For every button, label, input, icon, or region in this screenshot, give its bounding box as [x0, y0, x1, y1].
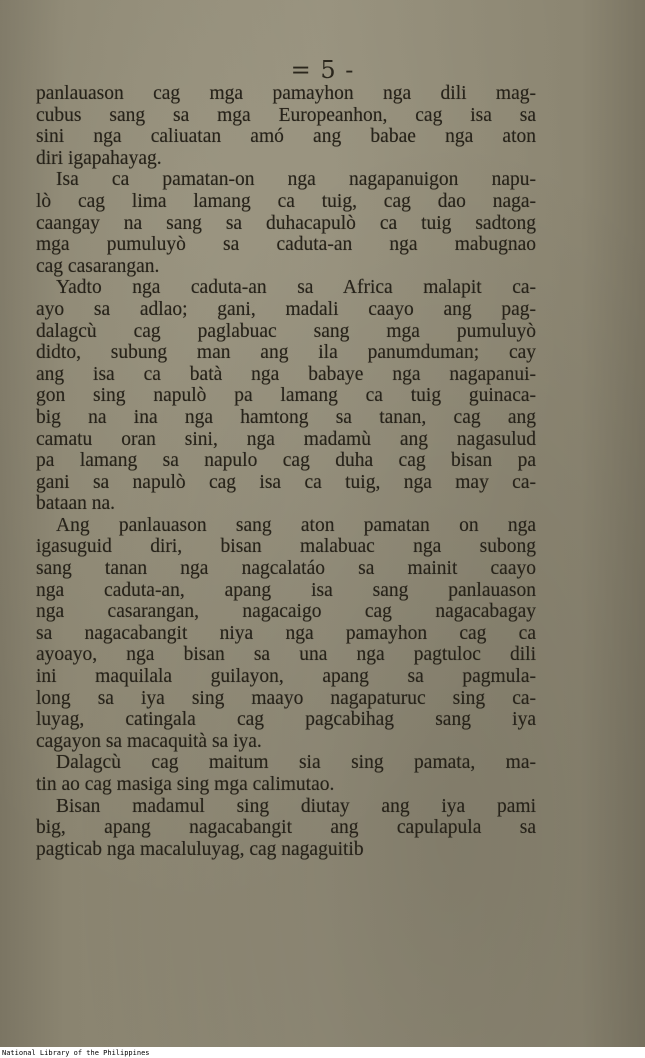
text-line: pa lamang sa napulo cag duha cag bisan pa [36, 450, 536, 472]
text-line: gani sa napulò cag isa ca tuig, nga may ca- [36, 471, 536, 493]
text-line: Dalagcù cag maitum sia sing pamata, ma- [56, 752, 536, 774]
text-line: sini nga caliuatan amó ang babae nga aton [36, 126, 536, 148]
page-number: = 5 - [290, 56, 355, 84]
text-line: diri igapahayag. [36, 147, 162, 169]
paragraph [36, 515, 536, 753]
paragraph [36, 277, 536, 515]
text-line: panlauason cag mga pamayhon nga dili mag- [36, 83, 536, 104]
text-line: nga casarangan, nagacaigo cag nagacabagay [36, 601, 536, 623]
body-text [36, 83, 536, 860]
text-line: long sa iya sing maayo nagapaturuc sing ca- [36, 687, 536, 709]
text-line: sa nagacabangit niya nga pamayhon cag ca [36, 622, 536, 644]
text-line: big, apang nagacabangit ang capulapula sa [36, 817, 536, 839]
text-line: camatu oran sini, nga madamù ang nagasulud [36, 428, 536, 450]
text-line: ang isa ca batà nga babaye nga nagapanui- [36, 363, 536, 385]
text-line: bataan na. [36, 493, 116, 515]
text-line: nga caduta-an, apang isa sang panlauason [36, 579, 536, 601]
text-line: cag casarangan. [36, 255, 160, 277]
text-line: gon sing napulò pa lamang ca tuig guinaca- [36, 385, 536, 407]
text-line: cagayon sa macaquità sa iya. [36, 730, 262, 752]
text-line: Yadto nga caduta-an sa Africa malapit ca- [56, 277, 536, 299]
paragraph [36, 83, 536, 169]
text-line: mga pumuluyò sa caduta-an nga mabugnao [36, 234, 536, 256]
text-line: ini maquilala guilayon, apang sa pagmula- [36, 666, 536, 688]
text-line: lò cag lima lamang ca tuig, cag dao naga- [36, 190, 536, 212]
text-line: big na ina nga hamtong sa tanan, cag ang [36, 406, 536, 428]
text-line: ayoayo, nga bisan sa una nga pagtuloc dili [36, 644, 536, 666]
text-line: igasuguid diri, bisan malabuac nga subong [36, 536, 536, 558]
text-line: dalagcù cag paglabuac sang mga pumuluyò [36, 320, 536, 342]
text-line: pagticab nga macaluluyag, cag nagaguitib [36, 838, 364, 860]
text-line: luyag, catingala cag pagcabihag sang iya [36, 709, 536, 731]
text-line: Bisan madamul sing diutay ang iya pami [56, 795, 536, 817]
text-line: sang tanan nga nagcalatáo sa mainit caayo [36, 558, 536, 580]
paragraph [36, 752, 536, 795]
paragraph [36, 169, 536, 277]
text-line: didto, subung man ang ila panumduman; cay [36, 342, 536, 364]
text-line: ayo sa adlao; gani, madali caayo ang pag- [36, 298, 536, 320]
text-line: cubus sang sa mga Europeanhon, cag isa sa [36, 104, 536, 126]
paragraph [36, 796, 536, 861]
text-line: tin ao cag masiga sing mga calimutao. [36, 774, 335, 795]
library-credit: National Library of the Philippines [2, 1049, 150, 1057]
text-line: Ang panlauason sang aton pamatan on nga [56, 514, 536, 536]
text-line: Isa ca pamatan-on nga nagapanuigon napu- [56, 169, 536, 191]
text-line: caangay na sang sa duhacapulò ca tuig sadtong [36, 212, 536, 234]
